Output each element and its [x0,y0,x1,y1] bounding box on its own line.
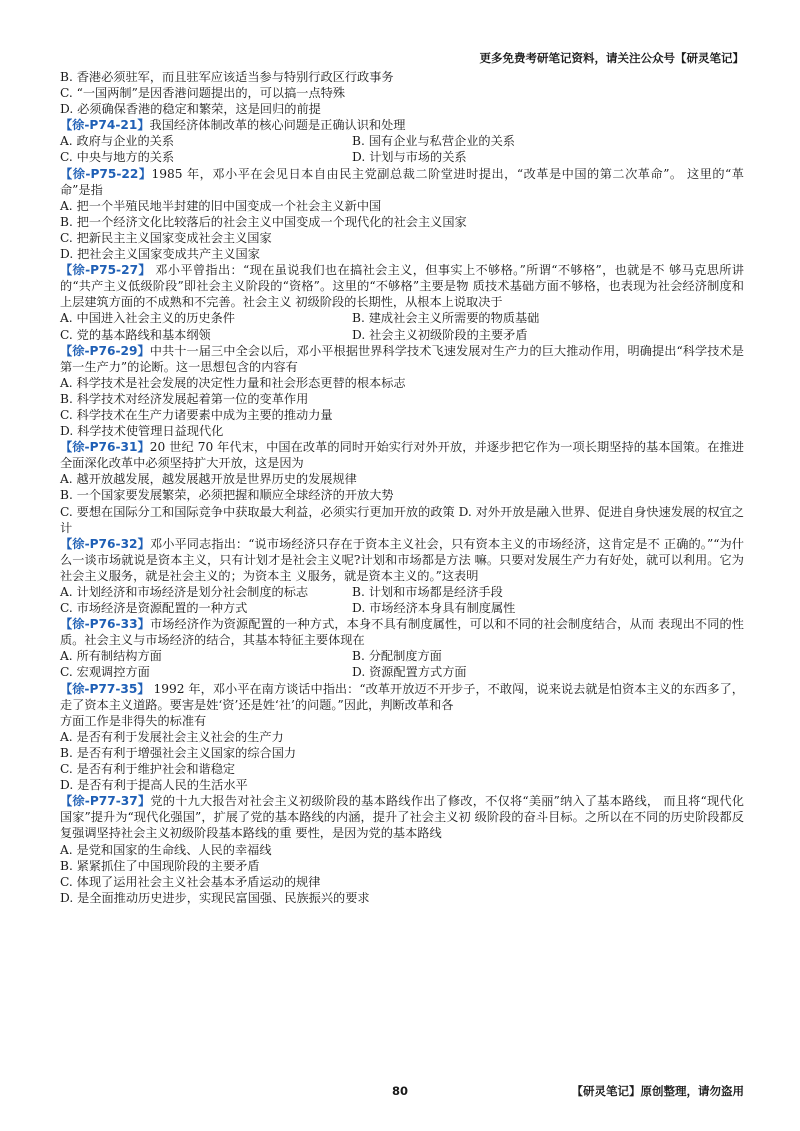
option-b: B. 建成社会主义所需要的物质基础 [352,311,540,326]
option-a: A. 政府与企业的关系 [60,134,175,149]
option-c: C. 体现了运用社会主义社会基本矛盾运动的规律 [60,874,321,889]
question-text: 党的十九大报告对社会主义初级阶段的基本路线作出了修改，不仅将“美丽”纳入了基本路线， 而且将“现代化国家”提升为“现代化强国”，扩展了党的基本路线的内涵，提升了社会主义初 级阶段的奋斗目标。之所以在不同的历史阶段都反复强调坚持社会主义初级阶段基本路线的重 要性，是因为党的基本路线 [60,794,744,841]
option-row [60,648,744,664]
option-d: D. 社会主义初级阶段的主要矛盾 [352,327,528,342]
option-a: A. 中国进入社会主义的历史条件 [60,311,235,326]
option-c-d: C. 要想在国际分工和国际竞争中获取最大利益，必须实行更加开放的政策 D. 对外开放是融入世界、促进自身快速发展的权宜之计 [60,504,744,535]
option-b: B. 紧紧抓住了中国现阶段的主要矛盾 [60,858,260,873]
option-c: C. “一国两制”是因香港问题提出的，可以搞一点特殊 [60,86,346,101]
page-footer [0,1083,800,1101]
question-text: 邓小平曾指出：“现在虽说我们也在搞社会主义，但事实上不够格。”所谓“不够格”，也就是不 够马克思所讲的“共产主义低级阶段”即社会主义阶段的“资格”。这里的“不够格”主要是物 质技术基础方面不够格，也表现为社会经济制度和上层建筑方面的不成熟和不完善。社会主义 初级阶段的长期性，从根本上说取决于 [60,263,744,310]
question-tag: 【徐-P76-29】 [60,343,150,358]
option-c: C. 党的基本路线和基本纲领 [60,327,211,342]
question-tag: 【徐-P76-33】 [60,617,150,632]
question-stem [60,616,744,648]
option-b: B. 是否有利于增强社会主义国家的综合国力 [60,745,297,760]
option-a: A. 是党和国家的生命线、人民的幸福线 [60,842,272,857]
option-b: B. 国有企业与私营企业的关系 [352,134,515,149]
option-d: D. 资源配置方式方面 [352,665,467,680]
option-row [60,310,744,326]
option-a: A. 计划经济和市场经济是划分社会制度的标志 [60,585,309,599]
option-row [60,664,744,680]
question-text: 市场经济作为资源配置的一种方式，本身不具有制度属性，可以和不同的社会制度结合，从而 表现出不同的性质。社会主义与市场经济的结合，其基本特征主要体现在 [60,617,744,648]
question-stem [60,439,744,471]
question-tag: 【徐-P77-37】 [60,794,151,809]
option-b: B. 分配制度方面 [352,649,442,664]
question-tag: 【徐-P76-31】 [60,440,150,455]
option-b: B. 一个国家要发展繁荣，必须把握和顺应全球经济的开放大势 [60,488,394,503]
option-a: A. 是否有利于发展社会主义社会的生产力 [60,729,284,744]
option-a: A. 科学技术是社会发展的决定性力量和社会形态更替的根本标志 [60,375,406,390]
option-b: B. 科学技术对经济发展起着第一位的变革作用 [60,391,309,406]
question-text: 中共十一届三中全会以后，邓小平根据世界科学技术飞速发展对生产力的巨大推动作用，明确提出“科学技术是第一生产力”的论断。这一思想包含的内容有 [60,343,744,374]
option-row [60,584,744,600]
question-tag: 【徐-P76-32】 [60,536,150,551]
question-text: 20 世纪 70 年代末，中国在改革的同时开始实行对外开放，并逐步把它作为一项长期坚持的基本国策。在推进全面深化改革中必须坚持扩大开放，这是因为 [60,440,744,471]
option-row [60,149,744,165]
option-d: D. 市场经济本身具有制度属性 [352,601,516,616]
question-stem [60,536,744,584]
option-c: C. 把新民主主义国家变成社会主义国家 [60,230,272,245]
question-text: 我国经济体制改革的核心问题是正确认识和处理 [149,118,406,133]
option-d: D. 把社会主义国家变成共产主义国家 [60,247,260,262]
option-row [60,600,744,616]
option-c: C. 中央与地方的关系 [60,150,175,165]
option-d: D. 是否有利于提高人民的生活水平 [60,778,248,793]
option-c: C. 科学技术在生产力诸要素中成为主要的推动力量 [60,407,333,422]
option-a: A. 所有制结构方面 [60,649,162,664]
option-c: C. 市场经济是资源配置的一种方式 [60,601,248,616]
question-text-continued: 方面工作是非得失的标准有 [60,713,207,728]
option-d: D. 是全面推动历史进步，实现民富国强、民族振兴的要求 [60,890,370,905]
question-text: 1985 年，邓小平在会见日本自由民主党副总裁二阶堂进时提出，“改革是中国的第二次革命”。 这里的“革命”是指 [60,166,744,197]
question-content [60,69,744,906]
question-stem [60,166,744,198]
question-stem [60,262,744,310]
footer-note: 【研灵笔记】原创整理，请勿盗用 [571,1084,744,1098]
question-stem [60,793,744,841]
option-b: B. 香港必须驻军，而且驻军应该适当参与特别行政区行政事务 [60,70,394,84]
option-b: B. 计划和市场都是经济手段 [352,585,503,599]
question-text: 1992 年，邓小平在南方谈话中指出：“改革开放迈不开步子，不敢闯，说来说去就是怕资本主义的东西多了，走了资本主义道路。要害是姓‘资’还是姓‘社’的问题。”因此，判断改革和各 [60,681,744,712]
option-c: C. 是否有利于维护社会和谐稳定 [60,762,236,777]
question-stem [60,681,744,713]
page-header-notice: 更多免费考研笔记资料，请关注公众号【研灵笔记】 [479,51,744,65]
option-d: D. 计划与市场的关系 [352,150,467,165]
option-c: C. 宏观调控方面 [60,665,150,680]
question-stem [60,117,744,133]
option-a: A. 越开放越发展，越发展越开放是世界历史的发展规律 [60,472,357,487]
question-text: 邓小平同志指出：“说市场经济只存在于资本主义社会，只有资本主义的市场经济，这肯定是不 正确的。”“为什么一谈市场就说是资本主义，只有计划才是社会主义呢?计划和市场都是方法 嘛。只要对发展生产力有好处，就可以利用。它为社会主义服务，就是社会主义的；为资本主 义服务，就是资本主义的。”这表明 [60,536,744,583]
question-tag: 【徐-P75-27】 [60,263,151,278]
option-row [60,327,744,343]
question-tag: 【徐-P77-35】 [60,681,150,696]
page-number: 80 [391,1084,408,1098]
option-b: B. 把一个经济文化比较落后的社会主义中国变成一个现代化的社会主义国家 [60,214,467,229]
option-row [60,133,744,149]
question-tag: 【徐-P74-21】 [60,118,150,133]
option-d: D. 必须确保香港的稳定和繁荣，这是回归的前提 [60,102,321,117]
option-a: A. 把一个半殖民地半封建的旧中国变成一个社会主义新中国 [60,198,382,213]
question-tag: 【徐-P75-22】 [60,166,152,181]
question-stem [60,343,744,375]
option-d: D. 科学技术使管理日益现代化 [60,424,224,439]
